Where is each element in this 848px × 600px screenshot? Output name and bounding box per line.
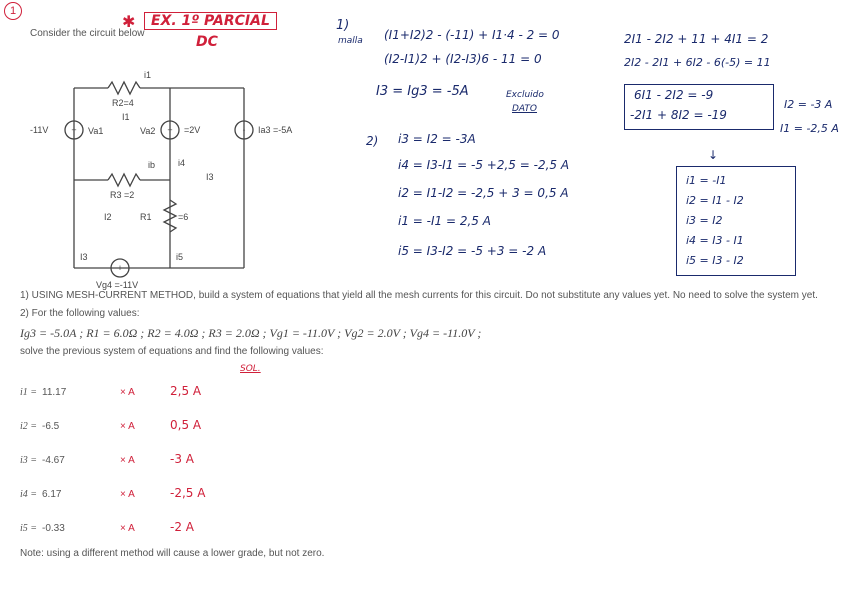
star-icon: ✱ — [122, 14, 136, 31]
v4-label: Vg4 =-11V — [96, 280, 139, 290]
va2-label: Va2 — [140, 126, 156, 136]
answer-solution: 2,5 A — [170, 384, 202, 398]
circuit-diagram — [0, 60, 330, 290]
i4-label: i4 — [178, 158, 186, 168]
relation-1: i1 = -I1 — [686, 174, 727, 187]
loop1-label: I1 — [122, 112, 130, 122]
answer-solution: -2 A — [170, 520, 194, 534]
answer-input[interactable]: -4.67 — [42, 455, 65, 466]
arrow-down-icon: ↓ — [708, 148, 719, 162]
values-line: Ig3 = -5.0A ; R1 = 6.0Ω ; R2 = 4.0Ω ; R3 = 2.0Ω ; Vg1 = -11.0V ; Vg2 = 2.0V ; Vg4 = -11.0V ; — [20, 326, 482, 340]
result-2: I1 = -2,5 A — [780, 122, 839, 135]
note-text: Note: using a different method will cause a lower grade, but not zero. — [20, 548, 325, 559]
answer-unit: × A — [120, 387, 135, 398]
right-eq-1: 2I1 - 2I2 + 11 + 4I1 = 2 — [624, 32, 769, 46]
i1-label: i1 — [144, 70, 152, 80]
r3-label: R3 =2 — [110, 190, 135, 200]
answer-input[interactable]: -0.33 — [42, 523, 65, 534]
mesh-eq-1: (I1+I2)2 - (-11) + I1·4 - 2 = 0 — [384, 28, 560, 42]
r1-value: =6 — [178, 212, 189, 222]
v2-label: =2V — [184, 125, 201, 135]
answer-variable: i5 = — [20, 523, 38, 534]
va1-label: Va1 — [88, 126, 104, 136]
i3-eq: i3 = I2 = -3A — [398, 132, 476, 146]
system-eq-2: -2I1 + 8I2 = -19 — [630, 108, 727, 122]
answer-row — [20, 486, 205, 500]
r2-label: R2=4 — [112, 98, 134, 108]
relation-5: i5 = I3 - I2 — [686, 254, 744, 267]
relation-2: i2 = I1 - I2 — [686, 194, 744, 207]
answer-unit: × A — [120, 421, 135, 432]
answer-row — [20, 384, 201, 398]
v1-label: -11V — [30, 125, 49, 135]
exam-title: EX. 1º PARCIAL — [144, 12, 277, 30]
answer-solution: 0,5 A — [170, 418, 202, 432]
consider-text: Consider the circuit below — [30, 28, 145, 39]
dato-label: DATO — [512, 104, 538, 114]
question-2: 2) For the following values: — [20, 308, 140, 319]
sol-label: SOL. — [240, 364, 261, 374]
current-arrow: ↑ — [241, 126, 247, 136]
ib-label: ib — [148, 160, 156, 170]
answer-input[interactable]: -6.5 — [42, 421, 60, 432]
answer-unit: × A — [120, 489, 135, 500]
v1-plus: + — [71, 125, 77, 135]
answer-unit: × A — [120, 523, 135, 534]
part2-label: 2) — [366, 134, 379, 148]
answer-input[interactable]: 6.17 — [42, 489, 62, 500]
i1-eq: i1 = -I1 = 2,5 A — [398, 214, 491, 228]
result-1: I2 = -3 A — [784, 98, 833, 111]
i5-eq: i5 = I3-I2 = -5 +3 = -2 A — [398, 244, 547, 258]
answer-variable: i4 = — [20, 489, 38, 500]
answer-input[interactable]: 11.17 — [42, 387, 67, 398]
answer-unit: × A — [120, 455, 135, 466]
mesh-label: malla — [338, 36, 363, 46]
answer-variable: i1 = — [20, 387, 38, 398]
mesh-eq-2: (I2-I1)2 + (I2-I3)6 - 11 = 0 — [384, 52, 542, 66]
part1-label: 1) — [336, 18, 350, 33]
i5-label: i5 — [176, 252, 184, 262]
answer-variable: i3 = — [20, 455, 38, 466]
v2-plus: + — [167, 125, 173, 135]
exam-subtitle: DC — [196, 34, 218, 50]
answer-variable: i2 = — [20, 421, 38, 432]
answer-row — [20, 520, 194, 534]
relation-3: i3 = I2 — [686, 214, 723, 227]
answer-row — [20, 452, 194, 466]
loop2-label: I2 — [104, 212, 112, 222]
excluded-label: Excluido — [506, 90, 544, 100]
i2-eq: i2 = I1-I2 = -2,5 + 3 = 0,5 A — [398, 186, 569, 200]
i4-eq: i4 = I3-I1 = -5 +2,5 = -2,5 A — [398, 158, 570, 172]
right-eq-2: 2I2 - 2I1 + 6I2 - 6(-5) = 11 — [624, 56, 771, 69]
answer-solution: -2,5 A — [170, 486, 206, 500]
question-1: 1) USING MESH-CURRENT METHOD, build a system of equations that yield all the mesh currents for this circuit. Do not substitute any values yet. No need to solve the system yet. — [20, 290, 818, 301]
question-3: solve the previous system of equations and find the following values: — [20, 346, 324, 357]
answer-row — [20, 418, 201, 432]
system-eq-1: 6I1 - 2I2 = -9 — [634, 88, 714, 102]
v4-plus: + — [117, 263, 123, 273]
isource-label: Ia3 =-5A — [258, 125, 293, 135]
r1-label: R1 — [140, 212, 152, 222]
problem-number: 1 — [4, 2, 22, 20]
mesh-eq-3: I3 = Ig3 = -5A — [376, 84, 469, 99]
i3-label: I3 — [80, 252, 88, 262]
answer-solution: -3 A — [170, 452, 194, 466]
relation-4: i4 = I3 - I1 — [686, 234, 744, 247]
loop3-label: I3 — [206, 172, 214, 182]
